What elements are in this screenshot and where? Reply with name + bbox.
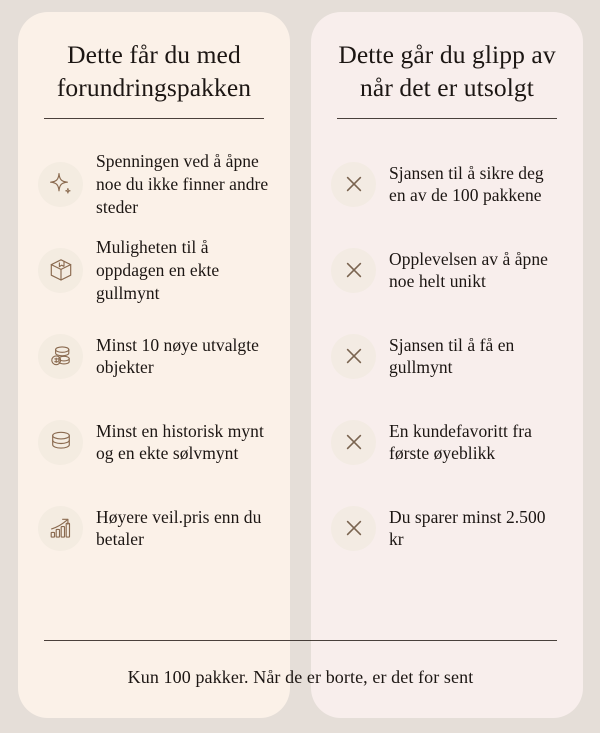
drawbacks-panel-title: Dette går du glipp av når det er utsolgt — [338, 40, 556, 103]
list-item-label: Spenningen ved å åpne noe du ikke finner andre steder — [96, 151, 269, 217]
cross-icon — [331, 334, 376, 379]
cross-icon — [331, 248, 376, 293]
coin-stack-icon — [38, 420, 83, 465]
benefits-panel-title: Dette får du med forundringspakken — [56, 40, 252, 103]
sparkle-icon — [38, 162, 83, 207]
scarcity-note: Kun 100 pakker. Når de er borte, er det for sent — [127, 667, 474, 687]
benefits-panel — [18, 12, 290, 718]
list-item — [38, 141, 270, 227]
list-item — [38, 485, 270, 571]
list-item-label: Muligheten til å oppdagen en ekte gullmynt — [96, 237, 220, 303]
list-item-label: Høyere veil.pris enn du betaler — [96, 506, 262, 550]
list-item-label: Minst en historisk mynt og en ekte sølvmynt — [96, 420, 264, 464]
panels-container — [18, 12, 583, 718]
list-item-label: Du sparer minst 2.500 kr — [389, 506, 546, 550]
list-item — [331, 141, 563, 227]
list-item-label: Sjansen til å få en gullmynt — [389, 334, 515, 378]
benefits-title-divider — [44, 118, 264, 119]
list-item — [38, 313, 270, 399]
list-item — [331, 227, 563, 313]
drawbacks-panel — [311, 12, 583, 718]
coins-icon — [38, 334, 83, 379]
benefits-list — [38, 141, 270, 571]
drawbacks-title-divider — [337, 118, 557, 119]
list-item — [331, 313, 563, 399]
list-item — [331, 485, 563, 571]
panel-divider-gap — [290, 12, 311, 718]
drawbacks-list — [331, 141, 563, 571]
list-item — [38, 399, 270, 485]
package-box-icon — [38, 248, 83, 293]
cross-icon — [331, 420, 376, 465]
footer — [18, 640, 583, 688]
cross-icon — [331, 506, 376, 551]
list-item-label: Sjansen til å sikre deg en av de 100 pakkene — [389, 162, 544, 206]
footer-divider — [44, 640, 557, 641]
growth-chart-icon — [38, 506, 83, 551]
list-item-label: Opplevelsen av å åpne noe helt unikt — [389, 248, 548, 292]
list-item-label: Minst 10 nøye utvalgte objekter — [96, 334, 259, 378]
list-item — [331, 399, 563, 485]
list-item-label: En kundefavoritt fra første øyeblikk — [389, 420, 532, 464]
list-item — [38, 227, 270, 313]
cross-icon — [331, 162, 376, 207]
